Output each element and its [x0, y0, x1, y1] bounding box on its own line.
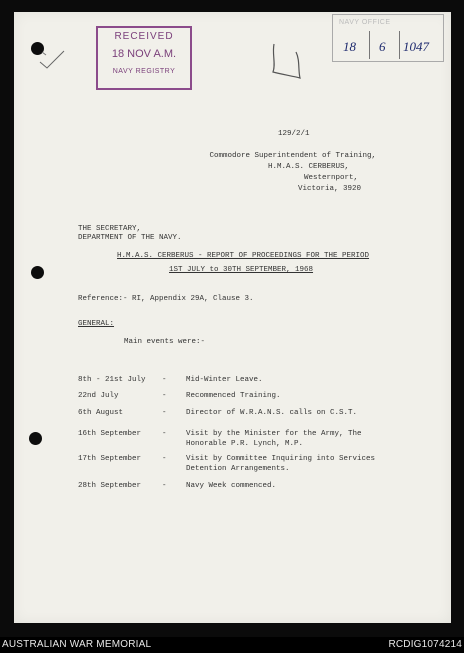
report-title-line-1: H.M.A.S. CERBERUS - REPORT OF PROCEEDINGS FOR THE PERIOD [117, 252, 370, 260]
sender-line-2: H.M.A.S. CERBERUS, [267, 163, 349, 171]
events-intro: Main events were:- [124, 338, 206, 346]
box-divider [369, 31, 370, 59]
event-date: 6th August [78, 409, 124, 417]
event-description-continued: Honorable P.R. Lynch, M.P. [186, 440, 304, 448]
event-date: 17th September [78, 455, 142, 463]
event-dash: - [162, 455, 167, 463]
registry-reference-box [332, 14, 444, 62]
event-description: Director of W.R.A.N.S. calls on C.S.T. [186, 409, 358, 417]
event-dash: - [162, 430, 167, 438]
stamp-registry-text: NAVY REGISTRY [112, 68, 176, 75]
footer-record-id: RCDIG1074214 [388, 639, 462, 650]
stamp-received-text: RECEIVED [114, 31, 174, 42]
event-dash: - [162, 376, 167, 384]
addressee-line-1: THE SECRETARY, [78, 225, 142, 233]
reference-line: Reference:- RI, Appendix 29A, Clause 3. [78, 295, 254, 303]
event-dash: - [162, 392, 167, 400]
event-description: Recommenced Training. [186, 392, 281, 400]
pen-scribble-mark [270, 40, 306, 80]
sender-line-3: Westernport, [303, 174, 358, 182]
document-page [14, 12, 451, 623]
archive-footer-bar [0, 637, 464, 653]
sender-line-1: Commodore Superintendent of Training, [209, 152, 376, 160]
event-description: Mid-Winter Leave. [186, 376, 263, 384]
received-stamp [96, 26, 192, 90]
event-description: Visit by the Minister for the Army, The [186, 430, 362, 438]
registry-number: 1047 [403, 39, 429, 54]
event-description: Navy Week commenced. [186, 482, 277, 490]
punch-hole-bottom [29, 432, 42, 445]
file-reference: 129/2/1 [278, 130, 310, 138]
event-date: 22nd July [78, 392, 119, 400]
addressee-line-2: DEPARTMENT OF THE NAVY. [78, 234, 182, 242]
event-date: 8th - 21st July [78, 376, 146, 384]
event-date: 16th September [78, 430, 142, 438]
footer-institution: AUSTRALIAN WAR MEMORIAL [2, 639, 152, 650]
event-dash: - [162, 482, 167, 490]
punch-hole-middle [31, 266, 44, 279]
stamp-date-text: 18 NOV A.M. [111, 48, 177, 60]
box-divider [399, 31, 400, 59]
event-date: 28th September [78, 482, 142, 490]
registry-month: 6 [379, 39, 386, 54]
general-heading: GENERAL: [78, 320, 115, 328]
registry-day: 18 [343, 39, 356, 54]
sender-line-4: Victoria, 3920 [297, 185, 361, 193]
registry-faded-stamp: NAVY OFFICE [339, 19, 391, 26]
report-title-line-2: 1ST JULY to 30TH SEPTEMBER, 1968 [169, 266, 314, 274]
pencil-tick-mark [38, 48, 68, 72]
event-description: Visit by Committee Inquiring into Services [186, 455, 376, 463]
event-description-continued: Detention Arrangements. [186, 465, 290, 473]
event-dash: - [162, 409, 167, 417]
